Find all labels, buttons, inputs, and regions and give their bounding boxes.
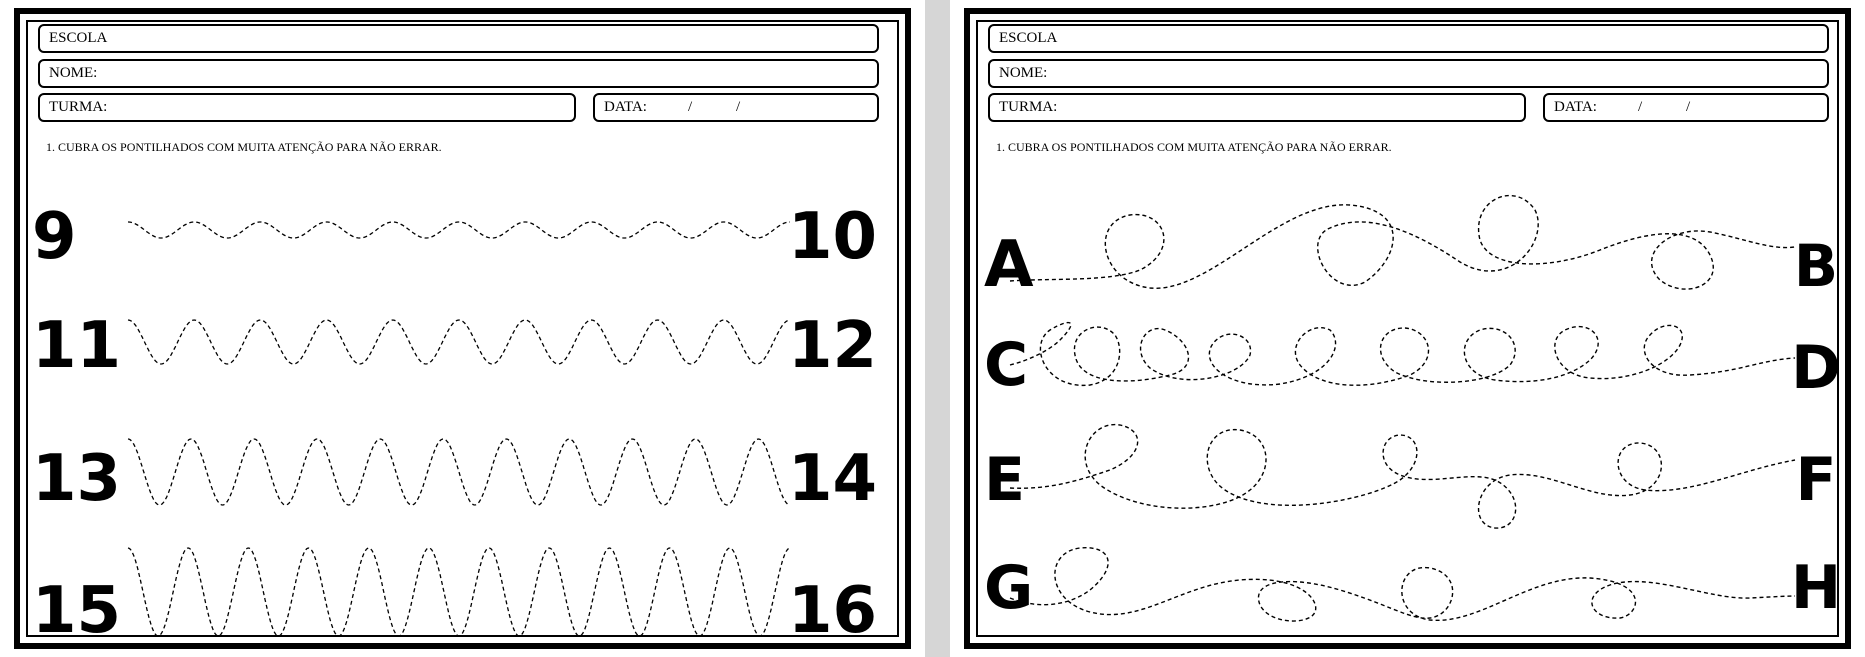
end-number: 14 [787, 442, 877, 516]
end-letter: F [1795, 445, 1837, 515]
start-letter: A [984, 228, 1034, 302]
name-label: NOME: [999, 65, 1048, 81]
dotted-wave-path [128, 439, 790, 505]
start-number: 9 [32, 200, 77, 274]
end-letter: H [1790, 553, 1842, 623]
dotted-loop-path [1010, 323, 1795, 386]
end-letter: B [1793, 232, 1839, 300]
date-separator: / [1686, 99, 1691, 115]
name-label: NOME: [49, 65, 98, 81]
start-number: 15 [32, 574, 122, 648]
worksheet-letters [950, 0, 1865, 657]
date-label: DATA: [1554, 99, 1597, 115]
date-separator: / [1638, 99, 1643, 115]
class-label: TURMA: [49, 99, 108, 115]
start-letter: C [984, 330, 1029, 400]
worksheet-numbers [0, 0, 925, 657]
date-separator: / [736, 99, 741, 115]
dotted-loop-path [1010, 196, 1795, 290]
start-letter: G [984, 553, 1034, 623]
tracing-area [0, 0, 925, 657]
end-letter: D [1791, 333, 1841, 403]
class-label: TURMA: [999, 99, 1058, 115]
dotted-loop-path [1010, 425, 1795, 529]
date-separator: / [688, 99, 693, 115]
end-number: 16 [787, 574, 877, 648]
start-number: 11 [32, 309, 122, 383]
instruction-text: 1. CUBRA OS PONTILHADOS COM MUITA ATENÇÃO PARA NÃO ERRAR. [996, 140, 1392, 154]
school-label: ESCOLA [999, 30, 1058, 46]
dotted-wave-path [128, 222, 790, 238]
instruction-text: 1. CUBRA OS PONTILHADOS COM MUITA ATENÇÃO PARA NÃO ERRAR. [46, 140, 442, 154]
tracing-area [950, 0, 1865, 657]
end-number: 12 [787, 309, 877, 383]
school-label: ESCOLA [49, 30, 108, 46]
date-label: DATA: [604, 99, 647, 115]
dotted-loop-path [1010, 548, 1795, 621]
start-number: 13 [32, 442, 122, 516]
dotted-wave-path [128, 548, 790, 636]
start-letter: E [984, 445, 1025, 515]
end-number: 10 [787, 200, 877, 274]
dotted-wave-path [128, 320, 790, 364]
